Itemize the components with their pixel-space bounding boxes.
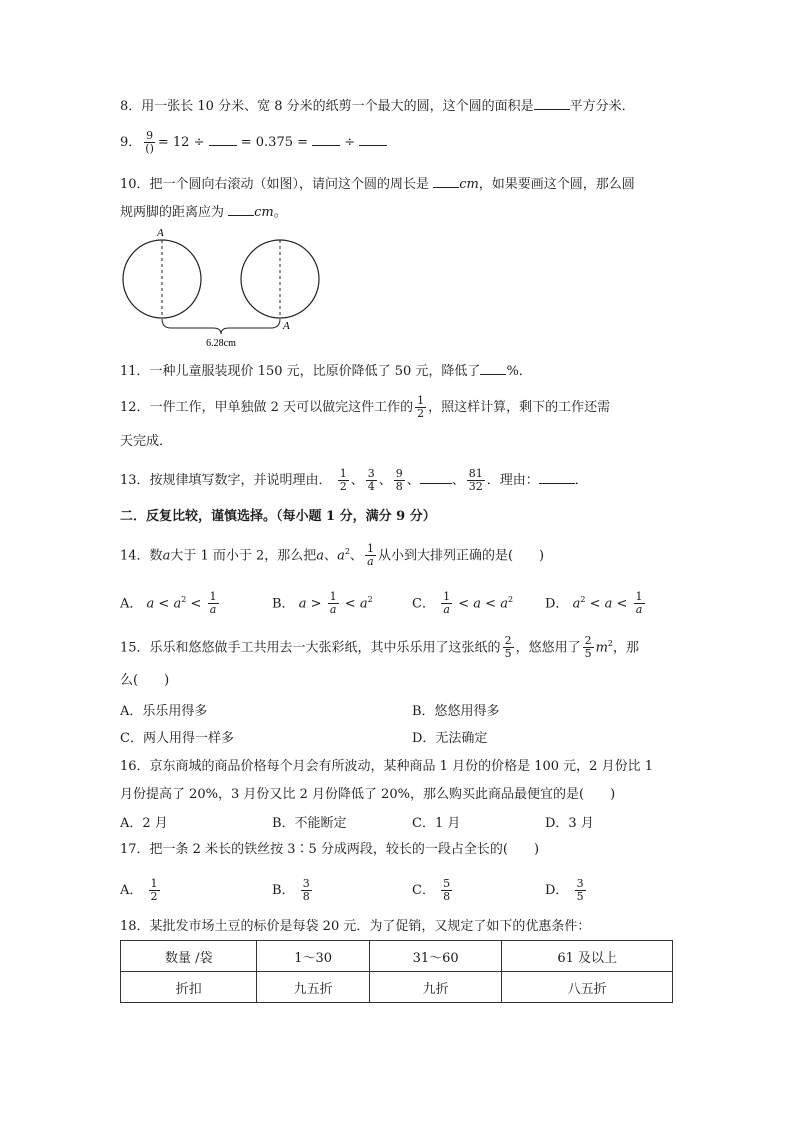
table-cell: 61 及以上 <box>502 941 673 972</box>
answer-blank[interactable] <box>420 469 452 484</box>
answer-blank[interactable] <box>312 131 340 146</box>
table-cell: 31～60 <box>369 941 501 972</box>
question-18: 18．某批发市场土豆的标价是每袋 20 元．为了促销，又规定了如下的优惠条件： <box>120 919 591 934</box>
point-a-top: A <box>157 227 164 239</box>
question-16-line-2: 月份提高了 20%，3 月份又比 2 月份降低了 20%，那么购买此商品最便宜的是( ) <box>120 787 616 802</box>
discount-table <box>120 940 673 1003</box>
question-11: 11．一种儿童服装现价 150 元，比原价降低了 50 元，降低了 %． <box>120 360 532 382</box>
answer-blank[interactable] <box>433 173 459 188</box>
answer-blank[interactable] <box>359 131 387 146</box>
fraction: $\frac{81}{32}$ <box>468 467 483 493</box>
q17-option-d[interactable]: D． $\frac{3}{5}$ <box>545 877 584 903</box>
table-row <box>121 972 673 1003</box>
table-cell: 八五折 <box>502 972 673 1003</box>
distance-brace <box>162 319 280 334</box>
q15-option-b[interactable]: B．悠悠用得多 <box>412 704 500 719</box>
q14-option-c[interactable]: C． $\frac{1}{a}$ < $a < a^2$ <box>412 590 514 617</box>
fraction: $\frac{1}{2}$ <box>339 467 347 493</box>
fraction: $\frac{3}{4}$ <box>367 467 375 493</box>
fraction: $\frac{2}{5}$ <box>504 634 512 661</box>
rolling-circle-figure <box>115 222 335 352</box>
answer-blank[interactable] <box>534 95 570 110</box>
question-15: 15．乐乐和悠悠做手工共用去一大张彩纸，其中乐乐用了这张纸的 $\frac{2}{5}$ ，悠悠用了 $\frac{2}{5}$ $m^2$，那 <box>120 634 640 661</box>
answer-blank[interactable] <box>539 469 575 484</box>
q14-option-b[interactable]: B． a > $\frac{1}{a}$ < $a^2$ <box>272 590 373 617</box>
table-cell: 1～30 <box>257 941 370 972</box>
question-16-line-1: 16．京东商城的商品价格每个月会有所波动，某种商品 1 月份的价格是 100 元，2 月份比 1 <box>120 759 653 774</box>
q16-option-c[interactable]: C．1 月 <box>412 816 461 831</box>
fraction: $\frac{2}{5}$ <box>584 634 592 661</box>
q17-option-a[interactable]: A． $\frac{1}{2}$ <box>120 877 158 903</box>
question-10-line-2: 规两脚的距离应为 cm。 <box>120 201 287 223</box>
answer-blank[interactable] <box>228 201 254 216</box>
question-15-line-2: 么( ) <box>120 673 170 688</box>
q15-option-a[interactable]: A．乐乐用得多 <box>120 704 208 719</box>
q14-option-a[interactable]: A． $a < a^2$ < $\frac{1}{a}$ <box>120 590 217 617</box>
question-17: 17．把一条 2 米长的铁丝按 3∶5 分成两段，较长的一段占全长的( ) <box>120 842 540 857</box>
question-12: 12．一件工作，甲单独做 2 天可以做完这件工作的 $\frac{1}{2}$ ，照这样计算，剩下的工作还需 <box>120 394 611 420</box>
fraction: $\frac{1}{2}$ <box>417 394 425 420</box>
question-14: 14．数a大于 1 而小于 2，那么把a、$a^2$、 $\frac{1}{a}$ 从小到大排列正确的是( ) <box>120 542 545 569</box>
table-cell: 九折 <box>369 972 501 1003</box>
fraction: $\frac{1}{a}$ <box>366 542 374 569</box>
question-8: 8．用一张长 10 分米、宽 8 分米的纸剪一个最大的圆，这个圆的面积是 平方分米． <box>120 95 635 117</box>
answer-blank[interactable] <box>209 131 237 146</box>
point-a-bottom: A <box>283 320 290 332</box>
q14-option-d[interactable]: D． $a^2 < a$ < $\frac{1}{a}$ <box>545 590 643 617</box>
fraction: $\frac{9}{()}$ <box>145 129 154 155</box>
q16-option-b[interactable]: B．不能断定 <box>272 816 347 831</box>
fraction: $\frac{9}{8}$ <box>395 467 403 493</box>
question-10-line-1: 10．把一个圆向右滚动（如图），请问这个圆的周长是 cm，如果要画这个圆，那么圆 <box>120 173 635 195</box>
question-12-line-2: 天完成． <box>120 434 173 449</box>
distance-label: 6.28cm <box>206 338 236 349</box>
q15-option-d[interactable]: D．无法确定 <box>412 731 488 746</box>
q17-option-c[interactable]: C． $\frac{5}{8}$ <box>412 877 451 903</box>
q17-option-b[interactable]: B． $\frac{3}{8}$ <box>272 877 310 903</box>
section-2-title: 二．反复比较，谨慎选择。（每小题 1 分，满分 9 分） <box>120 509 436 524</box>
table-header-row <box>121 941 673 972</box>
q16-option-d[interactable]: D．3 月 <box>545 816 594 831</box>
table-cell: 九五折 <box>257 972 370 1003</box>
table-cell: 折扣 <box>121 972 257 1003</box>
question-13: 13．按规律填写数字，并说明理由． $\frac{1}{2}$ 、 $\frac{3}{4}$ 、 $\frac{9}{8}$ 、 、 $\frac{81}{32}$ ．理由： ． <box>120 467 588 493</box>
answer-blank[interactable] <box>480 360 506 375</box>
q15-option-c[interactable]: C．两人用得一样多 <box>120 731 234 746</box>
table-cell: 数量 /袋 <box>121 941 257 972</box>
q16-option-a[interactable]: A．2 月 <box>120 816 168 831</box>
question-9: 9． $\frac{9}{()}$ = 12 ÷ = 0.375 = ÷ <box>120 130 387 155</box>
